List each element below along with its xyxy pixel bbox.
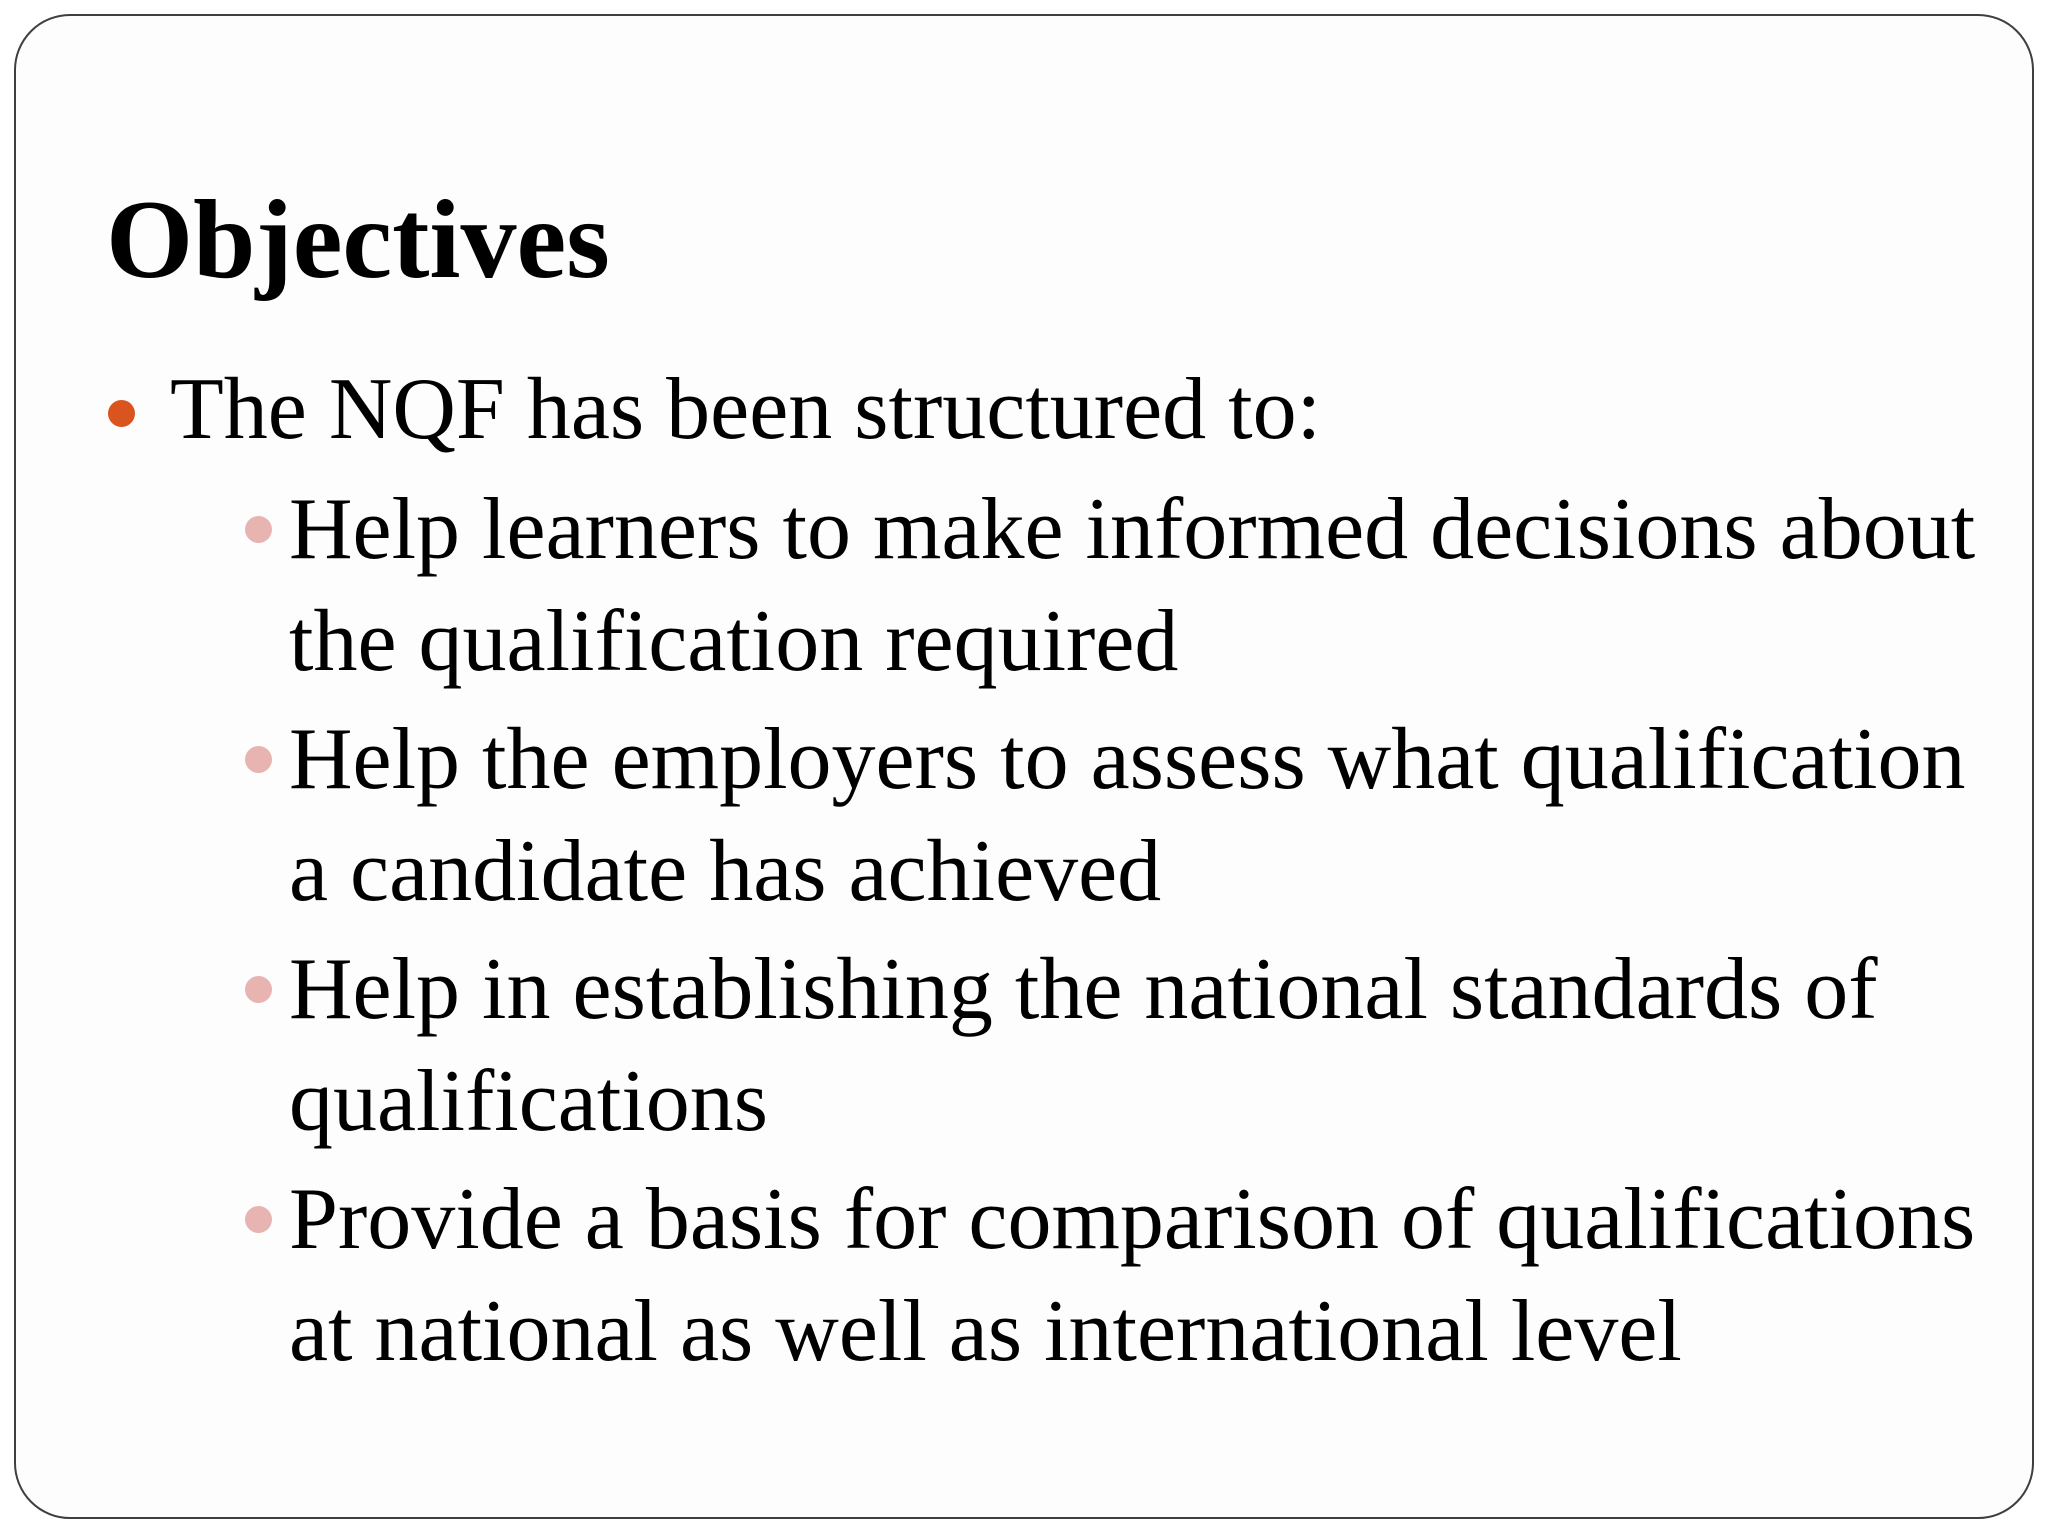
sub-bullet-dot xyxy=(245,1206,272,1233)
main-bullet-dot xyxy=(108,400,135,427)
sub-bullet-text: Help in establishing the national standards of qualifications xyxy=(289,941,1878,1150)
slide-frame xyxy=(14,14,2034,1519)
sub-bullet-text: Provide a basis for comparison of qualifications at national as well as international level xyxy=(289,1171,1976,1380)
sub-bullet-dot xyxy=(245,976,272,1003)
sub-bullet-dot xyxy=(245,746,272,773)
sub-bullet-text: Help learners to make informed decisions about the qualification required xyxy=(289,481,1976,690)
sub-bullet-text: Help the employers to assess what qualification a candidate has achieved xyxy=(289,711,1966,920)
slide-title: Objectives xyxy=(106,178,610,302)
main-bullet-text: The NQF has been structured to: xyxy=(170,361,1322,458)
sub-bullet-dot xyxy=(245,516,272,543)
